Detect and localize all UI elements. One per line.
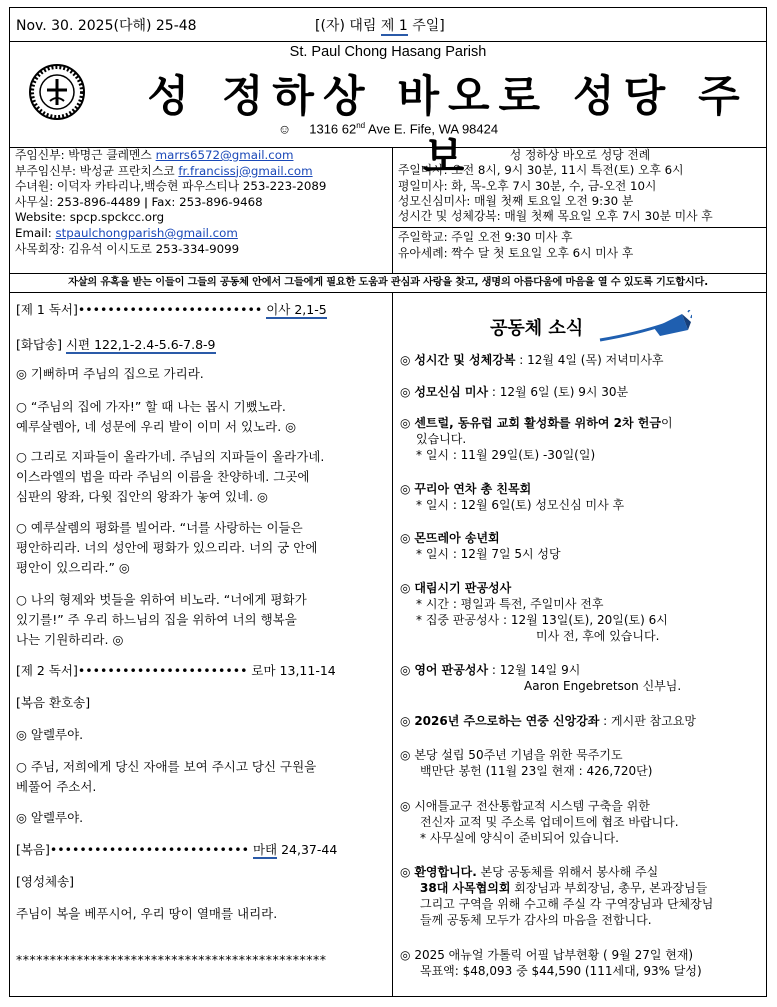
info-divider — [392, 147, 393, 273]
pastor-email-link[interactable]: marrs6572@gmail.com — [155, 148, 294, 162]
chairman-line: 사목회장: 김유석 이시도로 253-334-9099 — [15, 241, 240, 256]
psalm-verse-2c: 심판의 왕좌, 다윗 집안의 왕좌가 놓여 있네. ◎ — [16, 489, 268, 504]
news-item-confession-time: * 시간 : 평일과 특전, 주일미사 전후 — [416, 597, 604, 611]
psalm-verse-4a: ○ 나의 형제와 벗들을 위하여 비노라. “너에게 평화가 — [16, 592, 307, 607]
news-item-rosary: ◎ 본당 설립 50주년 기념을 위한 묵주기도 — [400, 748, 623, 762]
psalm-verse-4b: 있기를!” 주 우리 하느님의 집을 위하여 너의 행복을 — [16, 612, 297, 627]
news-item-curia-date: * 일시 : 12월 6일(토) 성모신심 미사 후 — [416, 498, 625, 512]
psalm-verse-1b: 예루살렘아, 네 성문에 우리 발이 이미 서 있노라. ◎ — [16, 419, 297, 434]
parish-address: ☺ 1316 62nd Ave E. Fife, WA 98424 — [277, 121, 499, 137]
star-divider: ********************************************** — [16, 952, 327, 967]
second-reading: [제 2 독서]••••••••••••••••••••••• 로마 13,11-14 — [16, 663, 336, 678]
gospel-reading: [복음]••••••••••••••••••••••••••• 마태 24,37-44 — [16, 842, 338, 857]
assistant-email-link[interactable]: fr.francissj@gmail.com — [178, 163, 313, 178]
news-item-confession-note: 미사 전, 후에 있습니다. — [536, 629, 660, 643]
parish-seal-icon — [28, 63, 86, 121]
news-item-confession-intensive: * 집중 판공성사 : 12월 13일(토), 20일(토) 6시 — [416, 613, 668, 627]
news-item-confession: ◎ 대림시기 판공성사 — [400, 581, 512, 595]
alleluia-1: ◎ 알렐루야. — [16, 727, 84, 742]
psalm-verse-2b: 이스라엘의 법을 따라 주님의 이름을 찬양하네. 그곳에 — [16, 469, 310, 484]
news-item-welcome-line2: 38대 사목협의회 회장님과 부회장님, 총무, 본과장님들 — [420, 881, 708, 895]
first-reading: [제 1 독서]••••••••••••••••••••••••• 이사 2,1-5 — [16, 302, 327, 317]
news-item-records: ◎ 시애틀교구 전산통합교적 시스템 구축을 위한 — [400, 799, 650, 813]
prayer-intention-banner: 자살의 유혹을 받는 이들이 그들의 공동체 안에서 그들에게 필요한 도움과 관심과 사랑을 찾고, 생명의 아름다움에 마음을 열 수 있도록 기도합시다. — [10, 273, 766, 293]
holy-hour: 성시간 및 성체강복: 매월 첫째 목요일 오후 7시 30분 미사 후 — [398, 209, 713, 224]
website-line[interactable]: Website: spcp.spckcc.org — [15, 210, 165, 225]
news-item-holy-hour: ◎ 성시간 및 성체강복 : 12월 4일 (목) 저녁미사후 — [400, 353, 664, 367]
news-item-annual-appeal-amount: 목표액: $48,093 중 $44,590 (111세대, 93% 달성) — [420, 964, 702, 978]
column-divider — [392, 292, 393, 996]
news-item-welcome-line3: 그리고 구역을 위해 수고해 주실 각 구역장님과 단체장님 — [420, 897, 714, 911]
news-title: 공동체 소식 — [490, 318, 584, 339]
liturgy-title: 성 정하상 바오로 성당 전례 — [509, 148, 651, 162]
psalm-verse-3a: ○ 예루살렘의 평화를 빌어라. “너를 사랑하는 이들은 — [16, 520, 303, 535]
gospel-acclamation-heading: [복음 환호송] — [16, 695, 91, 710]
news-item-welcome-line4: 들께 공동체 모두가 감사의 마음을 전합니다. — [420, 913, 652, 927]
parish-english-name: St. Paul Chong Hasang Parish — [289, 44, 487, 60]
communion-heading: [영성체송] — [16, 874, 75, 889]
news-item-rosary-count: 백만단 봉헌 (11월 23일 현재 : 426,720단) — [420, 764, 653, 778]
liturgy-schedule — [398, 148, 762, 261]
psalm-verse-3c: 평안이 있으리라.” ◎ — [16, 560, 130, 575]
communion-antiphon: 주님이 복을 베푸시어, 우리 땅이 열매를 내리라. — [16, 906, 278, 921]
alleluia-2: ◎ 알렐루야. — [16, 810, 84, 825]
news-item-records-line2: 전신자 교적 및 주소록 업데이트에 협조 바랍니다. — [420, 815, 679, 829]
news-item-welcome: ◎ 환영합니다. 본당 공동체를 위해서 봉사해 주실 — [400, 865, 659, 879]
assistant-line: 부주임신부: 박성균 프란치스코 fr.francissj@gmail.com — [15, 163, 313, 178]
news-item-marian-mass: ◎ 성모신심 미사 : 12월 6일 (토) 9시 30분 — [400, 385, 629, 399]
psalm-verse-3b: 평안하리라. 너의 성안에 평화가 있으리라. 너의 궁 안에 — [16, 540, 318, 555]
news-item-second-collection: ◎ 센트럴, 동유럽 교회 활성화를 위하여 2차 헌금이 — [400, 416, 673, 430]
news-item-montreal-date: * 일시 : 12월 7일 5시 성당 — [416, 547, 561, 561]
news-item-curia: ◎ 꾸리아 연차 총 친목회 — [400, 482, 532, 496]
news-item-second-collection-line2: 있습니다. — [416, 432, 467, 446]
infant-baptism: 유아세례: 짝수 달 첫 토요일 오후 6시 미사 후 — [398, 245, 634, 260]
top-bar — [10, 8, 766, 42]
bulletin-page — [9, 7, 767, 997]
sunday-mass: 주일미사: 오전 8시, 9시 30분, 11시 특전(토) 오후 6시 — [398, 163, 684, 178]
psalm-heading: [화답송] 시편 122,1-2.4-5.6-7.8-9 — [16, 337, 216, 352]
contact-and-liturgy — [10, 147, 766, 274]
news-item-faith-lecture: ◎ 2026년 주으로하는 연중 신앙강좌 : 게시판 참고요망 — [400, 714, 696, 728]
marian-mass: 성모신심미사: 매월 첫째 토요일 오전 9:30 분 — [398, 193, 634, 208]
gospel-acclamation-verse-a: ○ 주님, 저희에게 당신 자애를 보여 주시고 당신 구원을 — [16, 759, 317, 774]
weekday-mass: 평일미사: 화, 목-오후 7시 30분, 수, 금-오전 10시 — [398, 178, 657, 193]
psalm-verse-2a: ○ 그리로 지파들이 올라가네. 주님의 지파들이 올라가네. — [16, 449, 325, 464]
nuns-line: 수녀원: 이덕자 카타리나,백승현 파우스티나 253-223-2089 — [15, 179, 327, 194]
parish-email-link[interactable]: stpaulchongparish@gmail.com — [55, 225, 238, 240]
contact-info — [15, 148, 395, 257]
news-item-english-confession: ◎ 영어 판공성사 : 12월 14일 9시 — [400, 663, 581, 677]
psalm-refrain: ◎ 기뻐하며 주님의 집으로 가리라. — [16, 366, 204, 381]
liturgical-sunday: [(자) 대림 제 1 주일] — [315, 18, 445, 34]
news-item-annual-appeal: ◎ 2025 애뉴얼 가톨릭 어필 납부현황 ( 9월 27일 현재) — [400, 948, 694, 962]
address-symbol-icon: ☺ — [277, 121, 292, 137]
news-item-records-line3: * 사무실에 양식이 준비되어 있습니다. — [420, 831, 619, 845]
office-line: 사무실: 253-896-4489 ǀ Fax: 253-896-9468 — [15, 194, 263, 209]
bulletin-body — [10, 292, 766, 996]
gospel-acclamation-verse-b: 베풀어 주소서. — [16, 779, 97, 794]
bulletin-title: 성 정하상 바오로 성당 주보 — [147, 72, 749, 183]
psalm-verse-4c: 나는 기원하리라. ◎ — [16, 632, 124, 647]
email-line: Email: stpaulchongparish@gmail.com — [15, 225, 238, 240]
pastor-line: 주임신부: 박명근 클레멘스 marrs6572@gmail.com — [15, 148, 294, 162]
sunday-school: 주일학교: 주일 오전 9:30 미사 후 — [398, 230, 573, 245]
megaphone-icon — [596, 310, 692, 344]
news-item-english-confession-priest: Aaron Engebretson 신부님. — [524, 679, 682, 693]
news-item-montreal: ◎ 몬뜨레아 송년회 — [400, 531, 500, 545]
psalm-verse-1a: ○ “주님의 집에 가자!” 할 때 나는 몹시 기뻤노라. — [16, 399, 286, 414]
issue-date: Nov. 30. 2025(다해) 25-48 — [16, 18, 197, 34]
schedule-divider — [392, 227, 766, 228]
news-item-second-collection-date: * 일시 : 11월 29일(토) -30일(일) — [416, 448, 596, 462]
